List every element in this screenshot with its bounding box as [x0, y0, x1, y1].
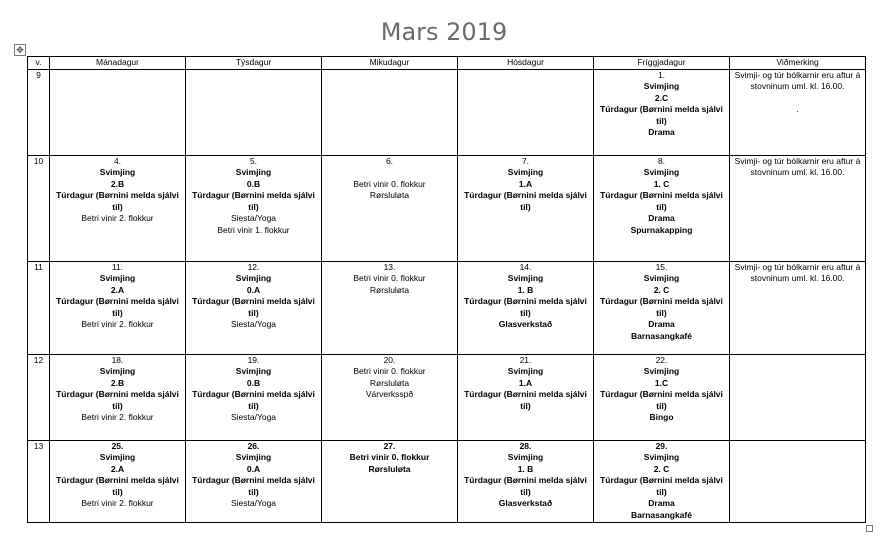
- event-line: Betri vinir 0. flokkur: [353, 366, 426, 376]
- day-number: 18.: [111, 354, 124, 365]
- header-day: Týsdagur: [186, 57, 322, 70]
- day-cell[interactable]: [594, 69, 730, 155]
- day-cell[interactable]: [50, 354, 186, 440]
- header-day: Mikudagur: [322, 57, 458, 70]
- day-number: 4.: [113, 155, 122, 166]
- table-resize-handle[interactable]: [866, 525, 873, 532]
- event-line: 1.A: [518, 377, 533, 388]
- week-row: [28, 69, 866, 155]
- event-line: Drama: [648, 498, 675, 508]
- event-line: Svimjing: [235, 167, 272, 177]
- day-cell[interactable]: [594, 440, 730, 522]
- event-line: Glasverkstað: [498, 319, 553, 329]
- event-line: Túrdagur (Børnini melda sjálvi til): [56, 475, 179, 497]
- note-cell[interactable]: [730, 440, 866, 522]
- day-number: 21.: [519, 354, 532, 365]
- day-number: 1.: [657, 69, 666, 80]
- day-cell[interactable]: [458, 69, 594, 155]
- note-text: Svimji- og túr bólkarnir eru aftur á stovninum uml. kl. 16.00.: [734, 155, 861, 177]
- event-line: 1. B: [517, 463, 534, 474]
- event-line: Túrdagur (Børnini melda sjálvi til): [192, 296, 315, 318]
- event-line: Glasverkstað: [498, 498, 553, 508]
- event-line: Túrdagur (Børnini melda sjálvi til): [600, 296, 723, 318]
- event-line: Svimjing: [643, 81, 680, 91]
- week-row: [28, 261, 866, 354]
- note-cell[interactable]: [730, 155, 866, 261]
- header-day: Hósdagur: [458, 57, 594, 70]
- day-cell[interactable]: [50, 261, 186, 354]
- day-cell[interactable]: [458, 440, 594, 522]
- day-cell[interactable]: [50, 440, 186, 522]
- event-line: Svimjing: [643, 273, 680, 283]
- event-line: 1.C: [654, 377, 669, 388]
- week-number: 9: [28, 69, 50, 155]
- header-day: Fríggjadagur: [594, 57, 730, 70]
- event-line: Bingo: [649, 412, 674, 422]
- event-line: Svimjing: [507, 167, 544, 177]
- day-number: 19.: [247, 354, 260, 365]
- calendar-table: [27, 56, 866, 523]
- day-number: 15.: [655, 261, 668, 272]
- day-cell[interactable]: [186, 261, 322, 354]
- day-cell[interactable]: [322, 69, 458, 155]
- event-line: Túrdagur (Børnini melda sjálvi til): [192, 389, 315, 411]
- event-line: Betri vinir 0. flokkur: [353, 178, 426, 189]
- day-cell[interactable]: [458, 354, 594, 440]
- event-line: 2.C: [654, 92, 669, 103]
- event-line: Barnasangkafé: [631, 330, 692, 341]
- week-number: 11: [28, 261, 50, 354]
- event-line: Siesta/Yoga: [230, 213, 277, 223]
- event-line: Svimjing: [507, 452, 544, 462]
- note-cell[interactable]: [730, 69, 866, 155]
- day-number: 14.: [519, 261, 532, 272]
- day-cell[interactable]: [322, 354, 458, 440]
- event-line: 2.A: [110, 284, 125, 295]
- event-line: Rørsluløta: [368, 463, 411, 474]
- event-line: Svimjing: [99, 366, 136, 376]
- event-line: Túrdagur (Børnini melda sjálvi til): [56, 190, 179, 212]
- header-row: [28, 57, 866, 70]
- note-text: Svimji- og túr bólkarnir eru aftur á stovninum uml. kl. 16.00.: [734, 69, 861, 91]
- header-note: Viðmerking: [730, 57, 866, 70]
- day-cell[interactable]: [186, 69, 322, 155]
- event-line: [324, 167, 455, 179]
- day-number: 29.: [655, 440, 668, 451]
- event-line: Betri vinir 2. flokkur: [81, 412, 154, 422]
- table-move-handle-icon[interactable]: ✥: [14, 44, 26, 56]
- event-line: Svimjing: [643, 167, 680, 177]
- day-cell[interactable]: [186, 440, 322, 522]
- week-row: [28, 440, 866, 522]
- event-line: Rørsluløta: [369, 377, 410, 388]
- note-text: [732, 93, 863, 105]
- header-day: Mánadagur: [50, 57, 186, 70]
- event-line: Svimjing: [235, 273, 272, 283]
- day-cell[interactable]: [186, 354, 322, 440]
- event-line: Túrdagur (Børnini melda sjálvi til): [464, 190, 587, 212]
- event-line: Túrdagur (Børnini melda sjálvi til): [192, 190, 315, 212]
- event-line: 2.B: [110, 178, 125, 189]
- event-line: Túrdagur (Børnini melda sjálvi til): [56, 389, 179, 411]
- event-line: Túrdagur (Børnini melda sjálvi til): [600, 190, 723, 212]
- note-cell[interactable]: [730, 354, 866, 440]
- event-line: Drama: [648, 213, 675, 223]
- event-line: Túrdagur (Børnini melda sjálvi til): [600, 104, 723, 126]
- event-line: Svimjing: [99, 452, 136, 462]
- event-line: Betri vinir 2. flokkur: [81, 319, 154, 329]
- event-line: Túrdagur (Børnini melda sjálvi til): [192, 475, 315, 497]
- event-line: Várverksspð: [365, 389, 414, 399]
- event-line: Svimjing: [643, 452, 680, 462]
- event-line: Betri vinir 2. flokkur: [81, 498, 154, 508]
- week-row: [28, 354, 866, 440]
- day-number: 6.: [385, 155, 394, 166]
- event-line: 0.A: [246, 463, 261, 474]
- day-number: 7.: [521, 155, 530, 166]
- event-line: Túrdagur (Børnini melda sjálvi til): [464, 296, 587, 318]
- event-line: Drama: [648, 127, 675, 137]
- day-number: 28.: [519, 440, 532, 451]
- day-cell[interactable]: [594, 261, 730, 354]
- event-line: 0.B: [246, 178, 261, 189]
- day-cell[interactable]: [186, 155, 322, 261]
- event-line: 2.B: [110, 377, 125, 388]
- event-line: Betri vinir 0. flokkur: [353, 273, 426, 283]
- day-number: 27.: [383, 440, 396, 451]
- day-cell[interactable]: [458, 155, 594, 261]
- event-line: Spurnakapping: [630, 224, 693, 235]
- note-text: .: [796, 104, 799, 114]
- event-line: Drama: [648, 319, 675, 329]
- week-number: 10: [28, 155, 50, 261]
- event-line: Svimjing: [507, 273, 544, 283]
- event-line: 1. C: [653, 178, 670, 189]
- day-number: 5.: [249, 155, 258, 166]
- event-line: Svimjing: [99, 167, 136, 177]
- day-cell[interactable]: [594, 354, 730, 440]
- day-number: 20.: [383, 354, 396, 365]
- event-line: Barnasangkafé: [631, 509, 692, 520]
- day-cell[interactable]: [50, 155, 186, 261]
- event-line: 2.A: [110, 463, 125, 474]
- day-number: 22.: [655, 354, 668, 365]
- day-number: 11.: [111, 261, 124, 272]
- header-week: v.: [28, 57, 50, 70]
- event-line: 1. B: [517, 284, 534, 295]
- event-line: Svimjing: [643, 366, 680, 376]
- event-line: Betri vinir 1. flokkur: [217, 224, 290, 235]
- event-line: Betri vinir 2. flokkur: [81, 213, 154, 223]
- week-row: [28, 155, 866, 261]
- event-line: 0.B: [246, 377, 261, 388]
- event-line: Svimjing: [507, 366, 544, 376]
- event-line: Túrdagur (Børnini melda sjálvi til): [464, 475, 587, 497]
- event-line: 2. C: [653, 463, 670, 474]
- document-title: Mars 2019: [380, 18, 508, 46]
- event-line: 1.A: [518, 178, 533, 189]
- event-line: 0.A: [246, 284, 261, 295]
- day-cell[interactable]: [322, 155, 458, 261]
- event-line: Túrdagur (Børnini melda sjálvi til): [600, 475, 723, 497]
- day-number: 25.: [111, 440, 124, 451]
- day-cell[interactable]: [594, 155, 730, 261]
- week-number: 13: [28, 440, 50, 522]
- event-line: Rørsluløta: [369, 284, 410, 295]
- event-line: Siesta/Yoga: [230, 498, 277, 508]
- event-line: Túrdagur (Børnini melda sjálvi til): [600, 389, 723, 411]
- day-cell[interactable]: [322, 261, 458, 354]
- event-line: Túrdagur (Børnini melda sjálvi til): [56, 296, 179, 318]
- event-line: Svimjing: [235, 452, 272, 462]
- event-line: Túrdagur (Børnini melda sjálvi til): [464, 389, 587, 411]
- event-line: Svimjing: [235, 366, 272, 376]
- day-cell[interactable]: [50, 69, 186, 155]
- day-number: 8.: [657, 155, 666, 166]
- day-number: 26.: [247, 440, 260, 451]
- event-line: Siesta/Yoga: [230, 412, 277, 422]
- event-line: Betri vinir 0. flokkur: [349, 452, 430, 462]
- event-line: Rørsluløta: [369, 190, 410, 200]
- day-number: 13.: [383, 261, 396, 272]
- day-cell[interactable]: [322, 440, 458, 522]
- note-cell[interactable]: [730, 261, 866, 354]
- week-number: 12: [28, 354, 50, 440]
- note-text: Svimji- og túr bólkarnir eru aftur á stovninum uml. kl. 16.00.: [734, 261, 861, 283]
- day-number: 12.: [247, 261, 260, 272]
- event-line: 2. C: [653, 284, 670, 295]
- event-line: Siesta/Yoga: [230, 319, 277, 329]
- day-cell[interactable]: [458, 261, 594, 354]
- event-line: Svimjing: [99, 273, 136, 283]
